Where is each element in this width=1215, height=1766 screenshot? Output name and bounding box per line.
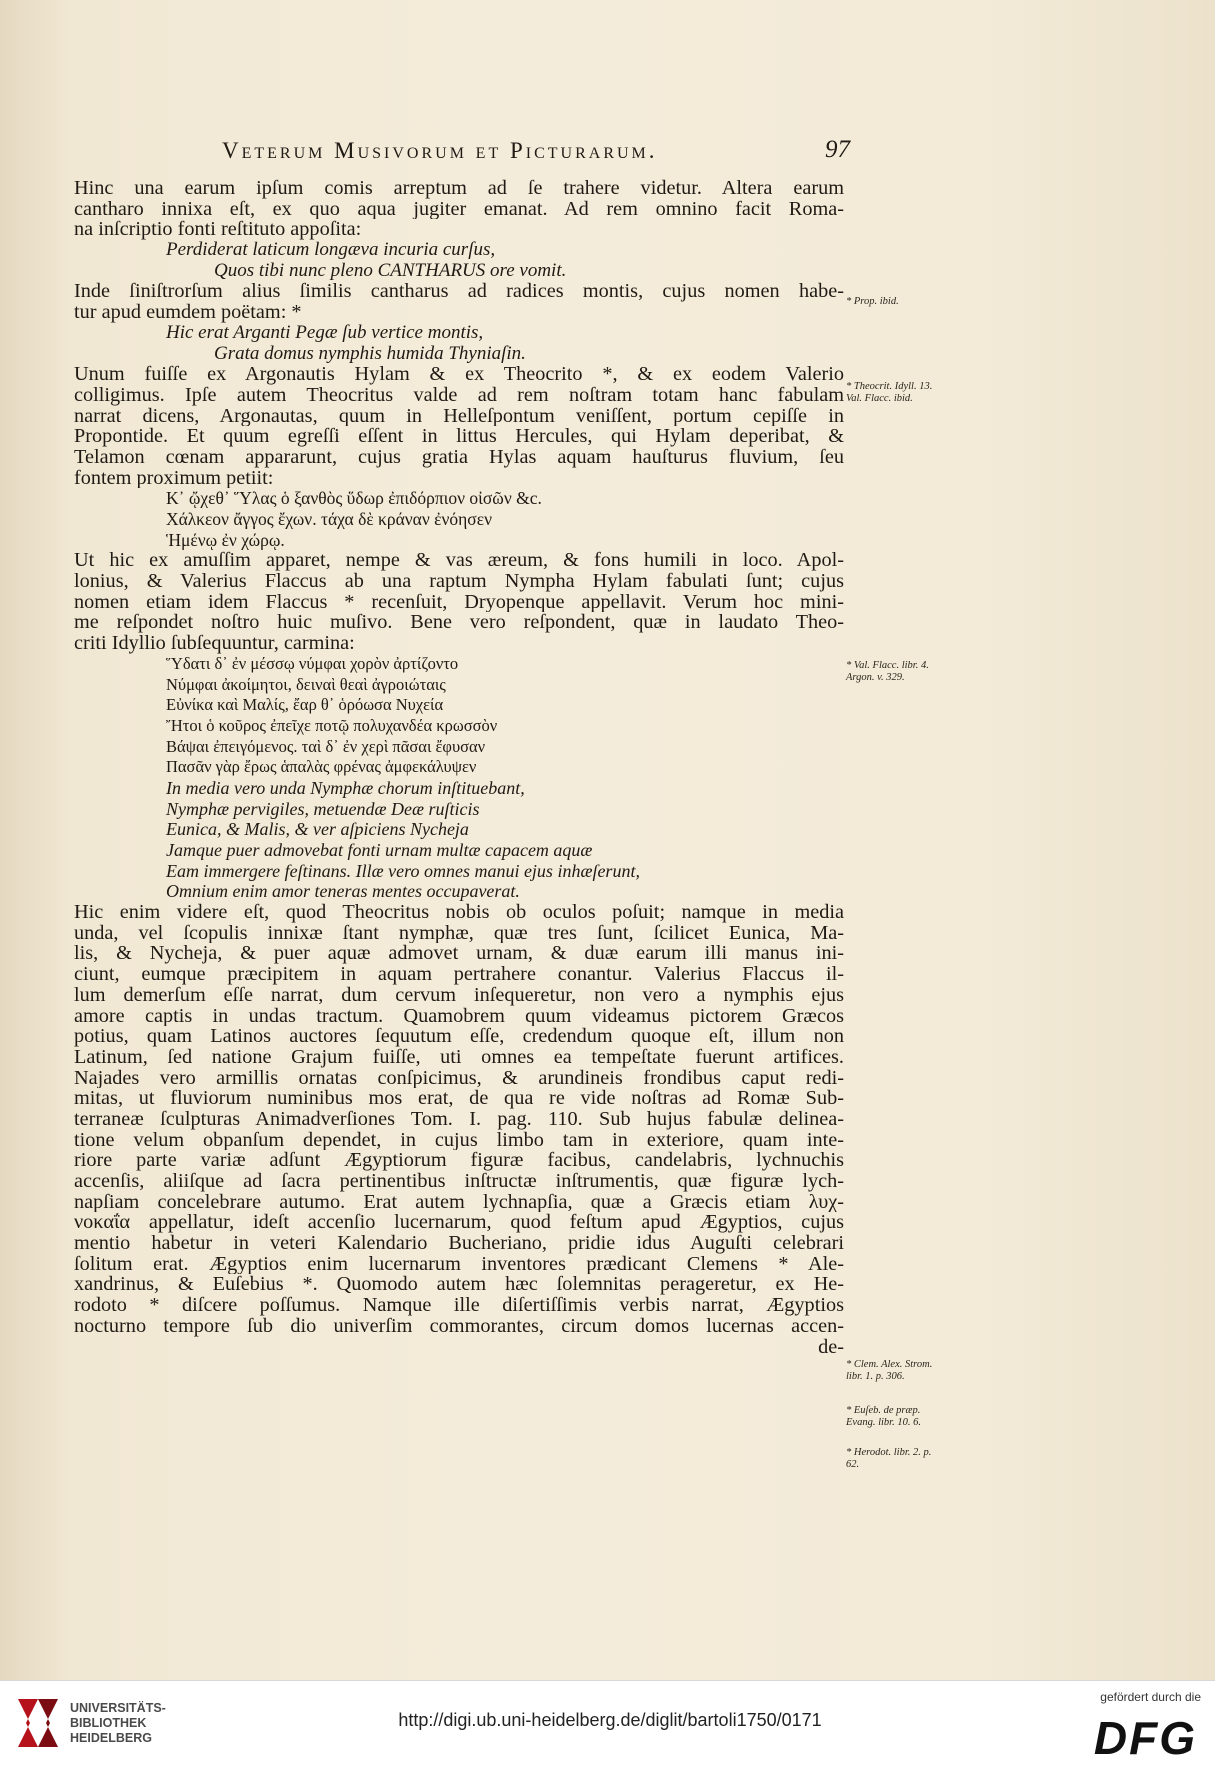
running-header xyxy=(222,136,850,168)
text-line: tione velum obpanſum dependet, in cujus limbo tam in exteriore, quam inte- xyxy=(74,1129,844,1151)
marginal-note: * Euſeb. de præp. Evang. libr. 10. 6. xyxy=(846,1405,921,1428)
text-line: narrat dicens, Argonautas, quum in Helleſpontum veniſſent, portum cepiſſe in xyxy=(74,405,844,427)
text-line: Κ᾽ ᾤχεθ᾽ Ὕλας ὁ ξανθὸς ὕδωρ ἐπιδόρπιον οἰσῶν &c. xyxy=(166,488,542,509)
text-line: Perdiderat laticum longæva incuria curſus, xyxy=(166,240,496,261)
text-line: Grata domus nymphis humida Thyniaſin. xyxy=(214,343,526,364)
text-line: Quos tibi nunc pleno CANTHARUS ore vomit. xyxy=(214,260,567,281)
text-line: νοκαΐα appellatur, ideſt accenſio lucernarum, quod feſtum apud Ægyptios, cujus xyxy=(74,1212,844,1234)
text-line: Ut hic ex amuſſim apparet, nempe & vas æreum, & fons humili in loco. Apol- xyxy=(74,550,844,572)
text-line: Jamque puer admovebat fonti urnam multæ capacem aquæ xyxy=(166,840,593,860)
text-line: Ὕδατι δ᾽ ἐν μέσσῳ νύμφαι χορὸν ἀρτίζοντο xyxy=(166,653,459,673)
text-line: Propontide. Et quum egreſſi eſſent in littus Hercules, qui Hylam deperibat, & xyxy=(74,426,844,447)
text-line: amore captis in undas tractum. Quamobrem quum videamus pictorem Græcos xyxy=(74,1005,844,1027)
text-line: Nymphæ pervigiles, metuendæ Deæ ruſticis xyxy=(166,798,480,819)
logo-shape xyxy=(18,1699,38,1747)
text-line: mentio habetur in veteri Kalendario Bucheriano, pridie idus Auguſti celebrari xyxy=(74,1233,844,1254)
text-line: Hic erat Arganti Pegæ ſub vertice montis, xyxy=(166,322,484,343)
text-line: mitas, ut fluviorum numinibus mos erat, de qua re vide noſtras ad Romæ Sub- xyxy=(74,1088,844,1109)
text-line: Omnium enim amor teneras mentes occupaverat. xyxy=(166,881,520,902)
text-line: tur apud eumdem poëtam: * xyxy=(74,302,302,323)
text-line: Χάλκεον ἄγγος ἔχων. τάχα δὲ κράναν ἐνόησεν xyxy=(166,509,492,529)
page-number: 97 xyxy=(825,136,850,163)
text-line: fontem proximum petiit: xyxy=(74,467,274,489)
text-line: na inſcriptio fonti reſtituto appoſita: xyxy=(74,219,362,241)
text-line: Hic enim videre eſt, quod Theocritus nobis ob oculos poſuit; namque in media xyxy=(74,902,844,923)
text-line: Βάψαι ἐπειγόμενος. ταὶ δ᾽ ἐν χερὶ πᾶσαι ἔφυσαν xyxy=(166,736,486,756)
text-line: Πασᾶν γὰρ ἔρως ἁπαλὰς φρένας ἀμφεκάλυψεν xyxy=(166,757,477,777)
text-line: cantharo innixa eſt, ex quo aqua jugiter emanat. Ad rem omnino facit Roma- xyxy=(74,198,844,220)
text-line: rodoto * diſcere poſſumus. Namque ille diſertiſſimis verbis narrat, Ægyptios xyxy=(74,1295,844,1316)
text-line: xandrinus, & Euſebius *. Quomodo autem hæc ſolemnitas perageretur, ex He- xyxy=(74,1274,844,1296)
text-line: nocturno tempore ſub dio univerſim commorantes, circum domos lucernas accen- xyxy=(74,1315,844,1337)
marginal-note: * Herodot. libr. 2. p. 62. xyxy=(846,1447,932,1470)
text-line: terraneæ ſculpturas Animadverſiones Tom. I. pag. 110. Sub hujus fabulæ delinea- xyxy=(74,1108,844,1130)
text-line: criti Idyllio ſubſequuntur, carmina: xyxy=(74,633,355,654)
text-line: lonius, & Valerius Flaccus ab una raptum Nympha Hylam fabulati ſunt; cujus xyxy=(74,571,844,592)
running-title: Veterum Musivorum et Picturarum. xyxy=(222,138,658,163)
text-line: Latinum, ſed natione Grajum fuiſſe, uti omnes ea tempeſtate fuerunt artifices. xyxy=(74,1046,844,1068)
text-line: potius, quam Latinos auctores ſequutum eſſe, credendum quoque eſt, illum non xyxy=(74,1026,844,1047)
text-line: unda, vel ſcopulis innixæ ſtant nymphæ, quæ tres ſunt, ſcilicet Eunica, Ma- xyxy=(74,922,844,944)
permalink[interactable]: http://digi.ub.uni-heidelberg.de/diglit/bartoli1750/0171 xyxy=(398,1710,822,1730)
text-line: ſolitum erat. Ægyptios enim lucernarum inventores prædicant Clemens * Ale- xyxy=(74,1253,844,1275)
text-line: Εὐνίκα καὶ Μαλίς, ἔαρ θ᾽ ὁρόωσα Νυχεία xyxy=(166,695,444,715)
university-library-logo-icon[interactable] xyxy=(12,1695,62,1751)
text-line: colligimus. Ipſe autem Theocritus valde ad rem noſtram totam hanc fabulam xyxy=(74,384,844,406)
text-line: napſiam concelebrare autumo. Erat autem lychnapſia, quæ a Græcis etiam λυχ- xyxy=(74,1191,844,1213)
text-line: Eunica, & Malis, & ver aſpiciens Nycheja xyxy=(166,819,469,840)
text-line: Νύμφαι ἀκοίμητοι, δειναὶ θεαὶ ἀγροιώταις xyxy=(166,674,446,694)
text-line: riore parte variæ adſunt Ægyptiorum figuræ facibus, candelabris, lychnuchis xyxy=(74,1150,844,1171)
text-line: Inde ſiniſtrorſum alius ſimilis cantharus ad radices montis, cujus nomen habe- xyxy=(74,281,844,303)
marginal-note: * Val. Flacc. libr. 4. Argon. v. 329. xyxy=(846,660,929,683)
marginal-note: * Clem. Alex. Strom. libr. 1. p. 306. xyxy=(846,1359,933,1382)
dfg-logo[interactable]: DFG xyxy=(1093,1712,1197,1764)
text-line: Najades vero armillis ornatas conſpicimus, & arundineis frondibus caput redi- xyxy=(74,1067,844,1089)
text-line: Ἡμένῳ ἐν χώρῳ. xyxy=(166,529,285,550)
marginal-note: * Theocrit. Idyll. 13. Val. Flacc. ibid. xyxy=(846,381,933,404)
library-name[interactable]: UNIVERSITÄTS- BIBLIOTHEK HEIDELBERG xyxy=(70,1701,166,1745)
text-line: Eam immergere feſtinans. Illæ vero omnes manui ejus inhæſerunt, xyxy=(166,860,640,881)
marginal-note: * Prop. ibid. xyxy=(846,296,899,307)
text-line: lis, & Nycheja, & puer aquæ admovet urnam, & duæ earum illi manus ini- xyxy=(74,943,844,965)
text-line: In media vero unda Nymphæ chorum inſtituebant, xyxy=(166,777,525,798)
text-line: Hinc una earum ipſum comis arreptum ad ſe trahere videtur. Altera earum xyxy=(74,178,844,199)
text-line: lum demerſum eſſe narrat, dum cervum inſequeretur, non vero a nymphis ejus xyxy=(74,984,844,1006)
text-line: Unum fuiſſe ex Argonautis Hylam & ex Theocrito *, & ex eodem Valerio xyxy=(74,364,844,385)
body-text xyxy=(74,178,844,1478)
text-line: ciunt, eumque præcipitem in aquam pertrahere conantur. Valerius Flaccus il- xyxy=(74,964,844,985)
funded-by-label: gefördert durch die xyxy=(1100,1690,1201,1704)
text-line: Telamon cœnam appararunt, cujus gratia Hylas aquam hauſturus fluvium, ſeu xyxy=(74,446,844,468)
viewer-footer xyxy=(0,1680,1215,1766)
text-line: de- xyxy=(818,1336,844,1358)
text-line: me reſpondet noſtro huic muſivo. Bene vero reſpondent, quæ in laudato Theo- xyxy=(74,612,844,634)
logo-shape xyxy=(38,1699,58,1747)
text-line: nomen etiam idem Flaccus * recenſuit, Dryopenque appellavit. Verum hoc mini- xyxy=(74,591,844,613)
text-line: accenſis, aliiſque ad ſacra pertinentibus inſtructæ inſtrumentis, quæ figuræ lych- xyxy=(74,1171,844,1192)
text-line: Ἤτοι ὁ κοῦρος ἐπεῖχε ποτῷ πολυχανδέα κρωσσὸν xyxy=(166,715,498,735)
